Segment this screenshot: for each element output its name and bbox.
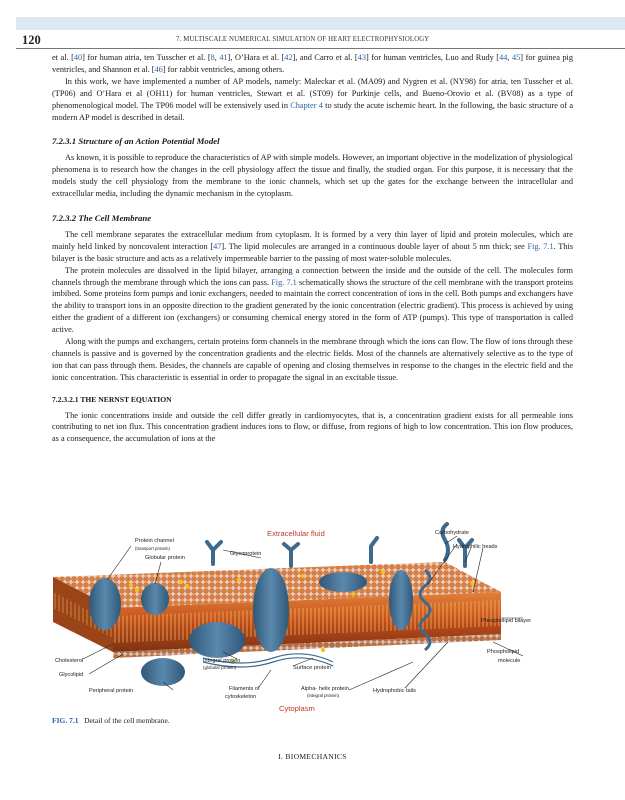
text-run: As known, it is possible to reproduce the characteristics of AP with simple models. However, an important objective in the modelization of physiological phenomena is to research how the changes in the cell physiology affect the tissue and finally, the studied organ. For this purpose, it is necessary that the models study the cell physiology from the membrane to the ionic channels, which set up the gates for the exchange between the intracellular and extracellular media, including the dynamic mechanism in the cytoplasm. <box>52 153 573 199</box>
text-run: ], O’Hara et al. [ <box>227 53 285 62</box>
label-integral-protein-paren: (integral protein) <box>307 693 339 698</box>
figure-caption-label: FIG. 7.1 <box>52 716 79 725</box>
reference-link[interactable]: 41 <box>219 53 228 62</box>
label-integral-protein: Integral protein <box>203 658 241 664</box>
figure-cell-membrane <box>53 522 573 718</box>
page-number: 120 <box>22 33 41 47</box>
peripheral-protein <box>141 658 185 686</box>
section-heading-structure: 7.2.3.1 Structure of an Action Potential Model <box>52 136 220 147</box>
text-run: ] for guinea pig ventricles, and Shannon et al. [ <box>52 53 573 74</box>
label-cytoskeleton: cytoskeleton <box>225 694 257 700</box>
text-run: In this work, we have implemented a number of AP models, namely: Maleckar et al. (MA09) and Nygren et al. (NY98) for atria, ten Tusscher et al. (TP06) and O’Hara et al (OH11) for human ventricles, Stewart et al. (ST09) for Purkinje cells, and Bueno-Orovio et al. (BV08) as a type of phenomenological model. The TP06 model will be extensively used in <box>52 76 573 110</box>
text-run: The cell membrane separates the extracellular medium from cytoplasm. It is formed by a very thin layer of lipid and protein molecules, which are mainly held linked by noncovalent interaction [ <box>52 229 573 251</box>
label-surface-protein: Surface protein <box>293 665 331 671</box>
figure-caption-text: Detail of the cell membrane. <box>84 716 170 725</box>
text-run: Along with the pumps and exchangers, certain proteins form channels in the membrane through which the ions can flow. The flow of ions through these channels is passive and is governed by the concentration gradients and the electric fields. Most of the channels are alternatively selective as to the type of ion that can pass through them. Besides, the channels are capable of opening and closing themselves in response to the changes in the electric field and the ionic concentration. This characteristic is essential in order to propagate the signal in an excitable tissue. <box>52 337 573 382</box>
label-cytoplasm: Cytoplasm <box>279 704 315 713</box>
paragraph-7 <box>52 410 573 446</box>
text-run: ]. The lipid molecules are arranged in a continuous double layer of about 5 nm thick; see <box>221 241 528 251</box>
paragraph-5 <box>52 265 573 336</box>
label-hydrophilic-heads: Hydrophilic heads <box>453 544 498 550</box>
figure-caption <box>52 716 170 725</box>
reference-link[interactable]: 45 <box>511 53 521 62</box>
body-text <box>52 52 573 445</box>
text-run: , <box>507 53 512 62</box>
protein-channel <box>89 578 121 630</box>
running-head: 7. MULTISCALE NUMERICAL SIMULATION OF HEART ELECTROPHYSIOLOGY <box>176 36 430 43</box>
label-alpha-helix-protein: Alpha- helix protein <box>301 686 349 692</box>
label-hydrophobic-tails: Hydrophobic tails <box>373 688 416 694</box>
glycoprotein-chain <box>207 542 221 564</box>
label-globular-protein: Globular protein <box>145 555 185 561</box>
reference-link[interactable]: Fig. 7.1 <box>271 277 297 287</box>
text-run: ] for human atria, ten Tusscher et al. [ <box>82 53 211 62</box>
label-transport-protein: (transport protein) <box>135 546 170 551</box>
paragraph-4 <box>52 229 573 265</box>
reference-link[interactable]: Chapter 4 <box>290 100 323 110</box>
reference-link[interactable]: 42 <box>284 53 293 62</box>
text-run: ], and Carro et al. [ <box>292 53 358 62</box>
text-run: . This bilayer is the basic structure and acts as a relatively impermeable barrier to the passing of most water-soluble molecules. <box>52 241 573 263</box>
label-extracellular-fluid: Extracellular fluid <box>267 529 325 538</box>
text-run: , <box>214 53 220 62</box>
text-run: ] for human ventricles, Luo and Rudy [ <box>366 53 500 62</box>
section-heading-nernst: 7.2.3.2.1 THE NERNST EQUATION <box>52 394 172 404</box>
label-cholesterol: Cholesterol <box>55 658 84 664</box>
text-run: to study the acute ischemic heart. In the following, the basic structure of a modern AP model is described in detail. <box>52 100 573 122</box>
text-run: The ionic concentrations inside and outside the cell differ greatly in cardiomyocytes, that is, a concentration gradient exists for all permeable ions contributing to net ion flux. This concentration gradient induces ions to flow, or diffuse, from regions of high to low concentration. This ion flow produces, as a consequence, the accumulation of ions at the <box>52 410 573 444</box>
paragraph-3 <box>52 152 573 200</box>
reference-link[interactable]: 44 <box>499 53 508 62</box>
label-globular-protein-paren: (globular protein) <box>203 665 237 670</box>
globular-protein <box>141 583 169 615</box>
section-heading-cell-membrane: 7.2.3.2 The Cell Membrane <box>52 212 152 223</box>
large-integral-protein <box>253 568 289 652</box>
footer: I. BIOMECHANICS <box>278 752 347 761</box>
paragraph-2 <box>52 76 573 124</box>
header-band <box>16 17 625 30</box>
label-peripheral-protein: Peripheral protein <box>89 688 134 694</box>
text-run: et al. [ <box>52 53 74 62</box>
reference-link[interactable]: 43 <box>357 53 366 62</box>
text-run: schematically shows the structure of the cell membrane with the transport proteins imbibed. Some proteins form pumps and ionic exchangers, needed to maintain the correct concentration of ions in the cell. Both pumps and exchangers have the ability to transport ions in an opposite direction to the gradient generated by the ionic concentration (electric gradient). This process is achieved by using either the gradient of a different ion (exchangers) or consuming chemical energy stored in the form of ATP (pumps). This type of transportation is called active. <box>52 277 573 335</box>
reference-link[interactable]: 46 <box>154 64 163 74</box>
reference-link[interactable]: 47 <box>213 241 222 251</box>
text-run: ] for rabbit ventricles, among others. <box>162 64 285 74</box>
label-carbohydrate: Carbohydrate <box>435 530 469 536</box>
reference-link[interactable]: Fig. 7.1 <box>527 241 554 251</box>
label-glycolipid: Glycolipid <box>59 672 84 678</box>
label-molecule: molecule <box>498 658 521 664</box>
integral-protein <box>189 622 245 658</box>
text-run: The protein molecules are dissolved in the lipid bilayer, arranging a connection between the inside and the outside of the cell. The molecules form channels through the membrane through which the ions can pass. <box>52 265 573 287</box>
paragraph-1 <box>52 52 573 76</box>
label-glycoprotein: Glycoprotein <box>230 551 262 557</box>
reference-link[interactable]: 8 <box>210 53 215 62</box>
header-rule <box>16 48 625 49</box>
paragraph-6 <box>52 336 573 384</box>
surface-protein <box>319 572 367 592</box>
label-protein-channel: Protein channel <box>135 538 174 544</box>
label-phospholipid: Phospholipid <box>487 649 520 655</box>
label-phospholipid-bilayer: Phospholipid bilayer <box>481 618 532 624</box>
reference-link[interactable]: 40 <box>73 53 83 62</box>
label-filaments: Filaments of <box>229 686 260 692</box>
